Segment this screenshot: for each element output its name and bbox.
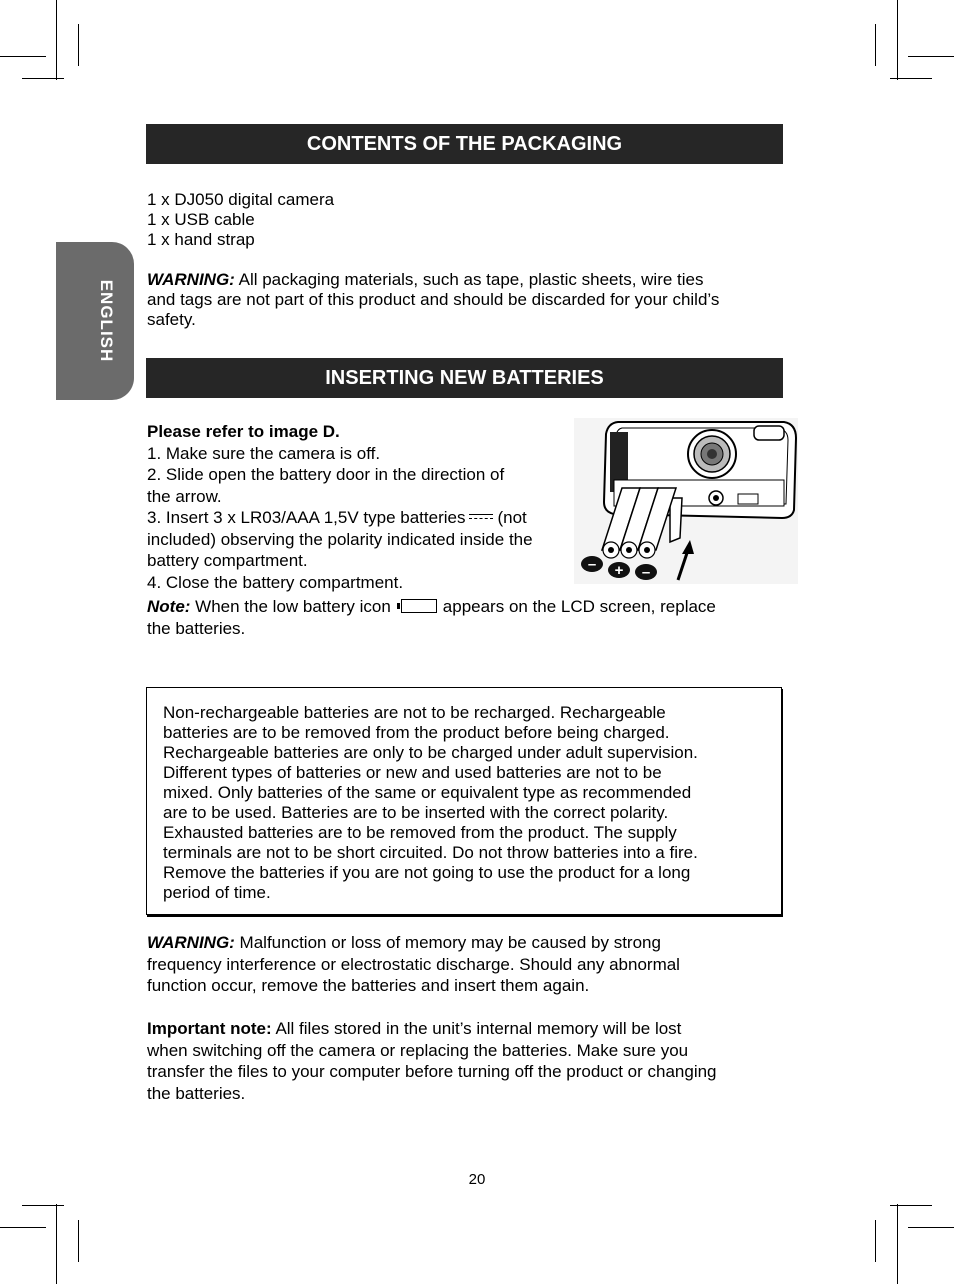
safety-line: mixed. Only batteries of the same or equivalent type as recommended	[163, 783, 692, 802]
section-heading-packaging	[146, 124, 783, 164]
packaging-warning	[147, 270, 787, 330]
safety-line: Different types of batteries or new and used batteries are not to be	[163, 763, 662, 782]
battery-instructions	[147, 421, 577, 593]
low-battery-note	[147, 596, 787, 639]
step-2-cont: the arrow.	[147, 486, 222, 506]
important-text-line: when switching off the camera or replacing the batteries. Make sure you	[147, 1040, 689, 1060]
safety-line: batteries are to be removed from the product before being charged.	[163, 723, 670, 742]
note-text: When the low battery icon	[190, 597, 391, 616]
safety-line: Non-rechargeable batteries are not to be recharged. Rechargeable	[163, 703, 666, 722]
minus-symbol: –	[587, 556, 597, 573]
important-text-line: the batteries.	[147, 1083, 246, 1103]
note-text: appears on the LCD screen, replace	[442, 597, 716, 616]
refer-image-text: Please refer to image D.	[147, 422, 340, 441]
important-text-line: transfer the files to your computer before turning off the product or changing	[147, 1062, 717, 1081]
camera-battery-illustration	[574, 418, 798, 584]
warning-text-line: frequency interference or electrostatic discharge. Should any abnormal	[147, 954, 680, 974]
warning-text: Malfunction or loss of memory may be caused by strong	[234, 933, 661, 952]
important-note	[147, 1018, 787, 1104]
important-text: All files stored in the unit’s internal memory will be lost	[271, 1019, 682, 1038]
note-text-line: the batteries.	[147, 618, 246, 638]
safety-line: Rechargeable batteries are only to be charged under adult supervision.	[163, 743, 698, 762]
warning-text-line: function occur, remove the batteries and insert them again.	[147, 976, 590, 995]
warning-text: All packaging materials, such as tape, plastic sheets, wire ties	[234, 270, 704, 289]
packaging-contents-list	[147, 190, 334, 250]
language-tab	[56, 242, 134, 400]
memory-warning	[147, 932, 787, 997]
safety-line: are to be used. Batteries are to be inserted with the correct polarity.	[163, 803, 669, 822]
page-number: 20	[468, 1171, 486, 1188]
step-2: 2. Slide open the battery door in the direction of	[147, 465, 505, 484]
important-label: Important note:	[147, 1019, 272, 1038]
language-tab-label: ENGLISH	[97, 279, 116, 363]
step-1: 1. Make sure the camera is off.	[147, 443, 381, 463]
step-4: 4. Close the battery compartment.	[147, 572, 404, 592]
section-heading-packaging-text: CONTENTS OF THE PACKAGING	[306, 132, 623, 155]
safety-line: Remove the batteries if you are not going to use the product for a long	[163, 863, 691, 882]
section-heading-batteries-text: INSERTING NEW BATTERIES	[325, 366, 604, 389]
low-battery-icon	[401, 599, 437, 613]
safety-line: Exhausted batteries are to be removed from the product. The supply	[163, 823, 677, 842]
step-3-paren: (not	[497, 508, 527, 527]
list-item: 1 x DJ050 digital camera	[147, 190, 335, 209]
warning-label: WARNING:	[147, 270, 235, 289]
section-heading-batteries	[146, 358, 783, 398]
warning-text-line: safety.	[147, 310, 196, 329]
list-item: 1 x hand strap	[147, 230, 255, 249]
step-3-cont: included) observing the polarity indicated inside the	[147, 529, 533, 549]
safety-line: period of time.	[163, 883, 271, 902]
dc-symbol-icon	[469, 513, 493, 521]
warning-label: WARNING:	[147, 933, 235, 952]
warning-text-line: and tags are not part of this product and should be discarded for your child’s	[147, 290, 720, 309]
note-label: Note:	[147, 597, 191, 616]
battery-safety-box	[146, 687, 782, 915]
safety-line: terminals are not to be short circuited. Do not throw batteries into a fire.	[163, 843, 698, 862]
plus-symbol: +	[614, 562, 624, 579]
minus-symbol: –	[641, 564, 651, 581]
step-3: 3. Insert 3 x LR03/AAA 1,5V type batteries	[147, 508, 466, 527]
list-item: 1 x USB cable	[147, 210, 255, 229]
step-3-cont: battery compartment.	[147, 551, 308, 570]
battery-safety-text	[163, 703, 763, 903]
